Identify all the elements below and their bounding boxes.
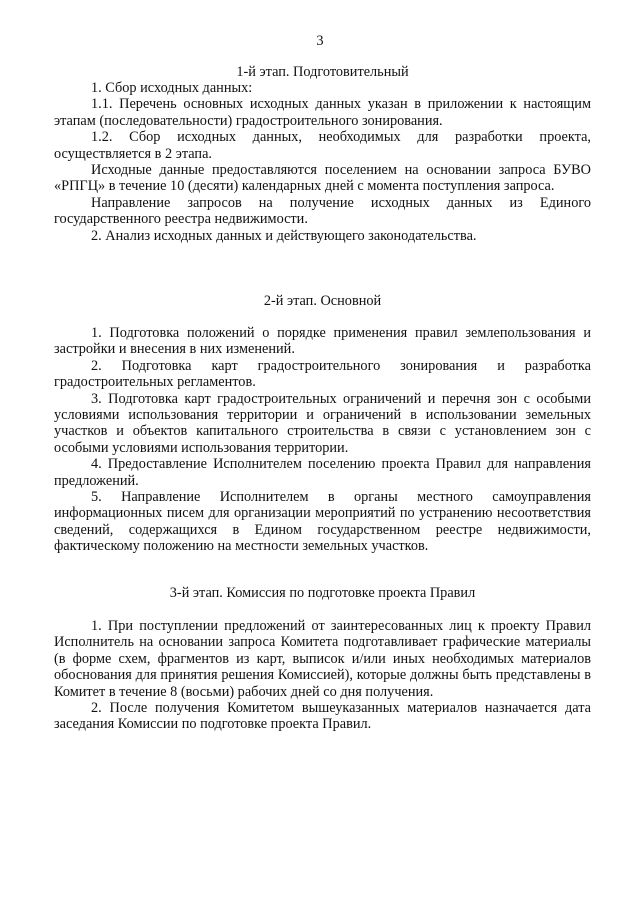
stage3-paragraph: 1. При поступлении предложений от заинтересованных лиц к проекту Правил Исполнитель на основании запроса Комитета подготавливает графические материалы (в форме схем, фрагментов из карт, выписок и/или иных необходимых материалов обоснования для принятия решения Комиссией), которые должны быть представлены в Комитет в течение 8 (восьми) рабочих дней со дня получения. — [54, 618, 591, 700]
stage2-paragraph: 2. Подготовка карт градостроительного зонирования и разработка градостроительных регламентов. — [54, 357, 591, 391]
stage1-paragraph: 1.2. Сбор исходных данных, необходимых для разработки проекта, осуществляется в 2 этапа. — [54, 129, 591, 162]
stage2-paragraph: 4. Предоставление Исполнителем поселению проекта Правил для направления предложений. — [54, 456, 591, 489]
stage1-paragraph: 2. Анализ исходных данных и действующего законодательства. — [91, 227, 477, 244]
stage1-paragraph: 1. Сбор исходных данных: — [91, 80, 253, 96]
stage1-paragraph: 1.1. Перечень основных исходных данных указан в приложении к настоящим этапам (последовательности) градостроительного зонирования. — [54, 96, 591, 129]
stage2-heading: 2-й этап. Основной — [263, 293, 382, 309]
stage3-paragraph: 2. После получения Комитетом вышеуказанных материалов назначается дата заседания Комиссии по подготовке проекта Правил. — [54, 700, 591, 733]
stage2-body — [54, 325, 591, 555]
stage2-paragraph: 1. Подготовка положений о порядке применения правил землепользования и застройки и внесения в них изменений. — [54, 325, 591, 358]
page-number: 3 — [316, 33, 324, 49]
stage1-heading: 1-й этап. Подготовительный — [236, 64, 409, 80]
stage1-paragraph: Направление запросов на получение исходных данных из Единого государственного реестра недвижимости. — [54, 194, 591, 228]
stage2-paragraph: 3. Подготовка карт градостроительных ограничений и перечня зон с особыми условиями использования территории и ограничений в использовании земельных участков и объектов капитального строительства в связи с установлением зон с особыми условиями использования территории. — [54, 390, 591, 456]
stage2-paragraph: 5. Направление Исполнителем в органы местного самоуправления информационных писем для организации мероприятий по устранению несоответствия сведений, содержащихся в Едином государственном реестре недвижимости, фактическому положению на местности земельных участков. — [54, 489, 591, 555]
stage1-body — [54, 80, 591, 244]
stage3-heading: 3-й этап. Комиссия по подготовке проекта Правил — [169, 585, 476, 601]
stage1-paragraph: Исходные данные предоставляются поселением на основании запроса БУВО «РПГЦ» в течение 10 (десяти) календарных дней с момента поступления запроса. — [54, 162, 591, 195]
stage3-body — [54, 618, 591, 733]
